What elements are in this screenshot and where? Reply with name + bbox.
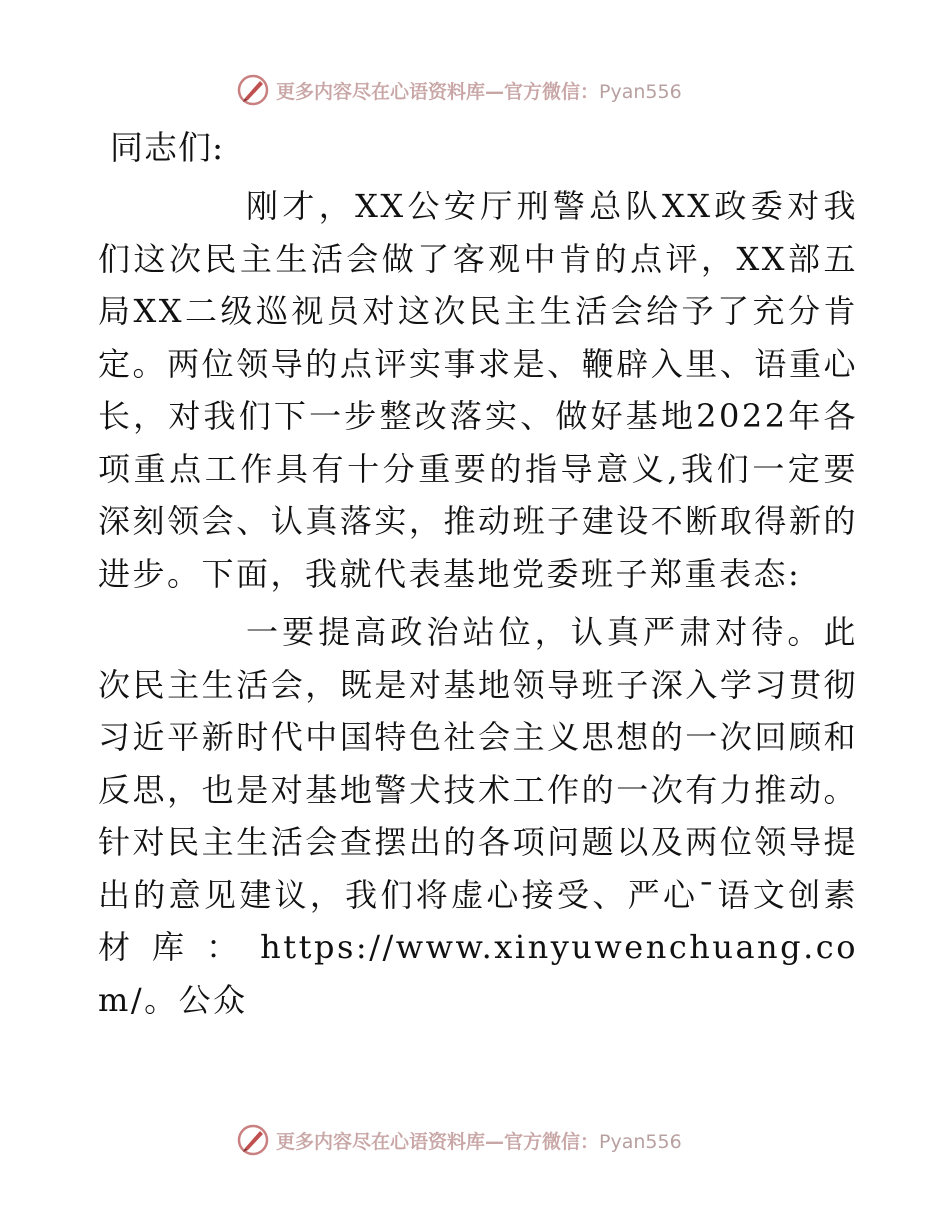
paragraph-1: 刚才，XX公安厅刑警总队XX政委对我们这次民主生活会做了客观中肯的点评，XX部五局XX二级巡视员对这次民主生活会给予了充分肯定。两位领导的点评实事求是、鞭辟入里、语重心长，对我们下一步整改落实、做好基地2022年各项重点工作具有十分重要的指导意义,我们一定要深刻领会、认真落实，推动班子建设不断取得新的进步。下面，我就代表基地党委班子郑重表态: <box>98 187 858 593</box>
paragraph-2: 一要提高政治站位，认真严肃对待。此次民主生活会，既是对基地领导班子深入学习贯彻习近平新时代中国特色社会主义思想的一次回顾和反思，也是对基地警犬技术工作的一次有力推动。针对民主生活会查摆出的各项问题以及两位领导提出的意见建议，我们将虚心接受、严心¯语文创素材库：https://www.xinyuwenchuang.com/。公众 <box>98 613 858 1019</box>
header-watermark-banner <box>236 70 682 110</box>
salutation: 同志们: <box>110 128 225 167</box>
watermark-text <box>276 77 682 104</box>
watermark-slogan: 更多内容尽在心语资料库—官方微信： <box>276 1130 600 1153</box>
watermark-slogan: 更多内容尽在心语资料库—官方微信： <box>276 80 600 103</box>
watermark-wechat-id: Pyan556 <box>599 80 682 103</box>
watermark-text <box>276 1127 682 1154</box>
document-body <box>98 122 858 1032</box>
watermark-wechat-id: Pyan556 <box>599 1130 682 1153</box>
footer-watermark-banner <box>236 1120 682 1160</box>
quill-pen-logo-icon <box>236 1123 270 1157</box>
quill-pen-logo-icon <box>236 73 270 107</box>
